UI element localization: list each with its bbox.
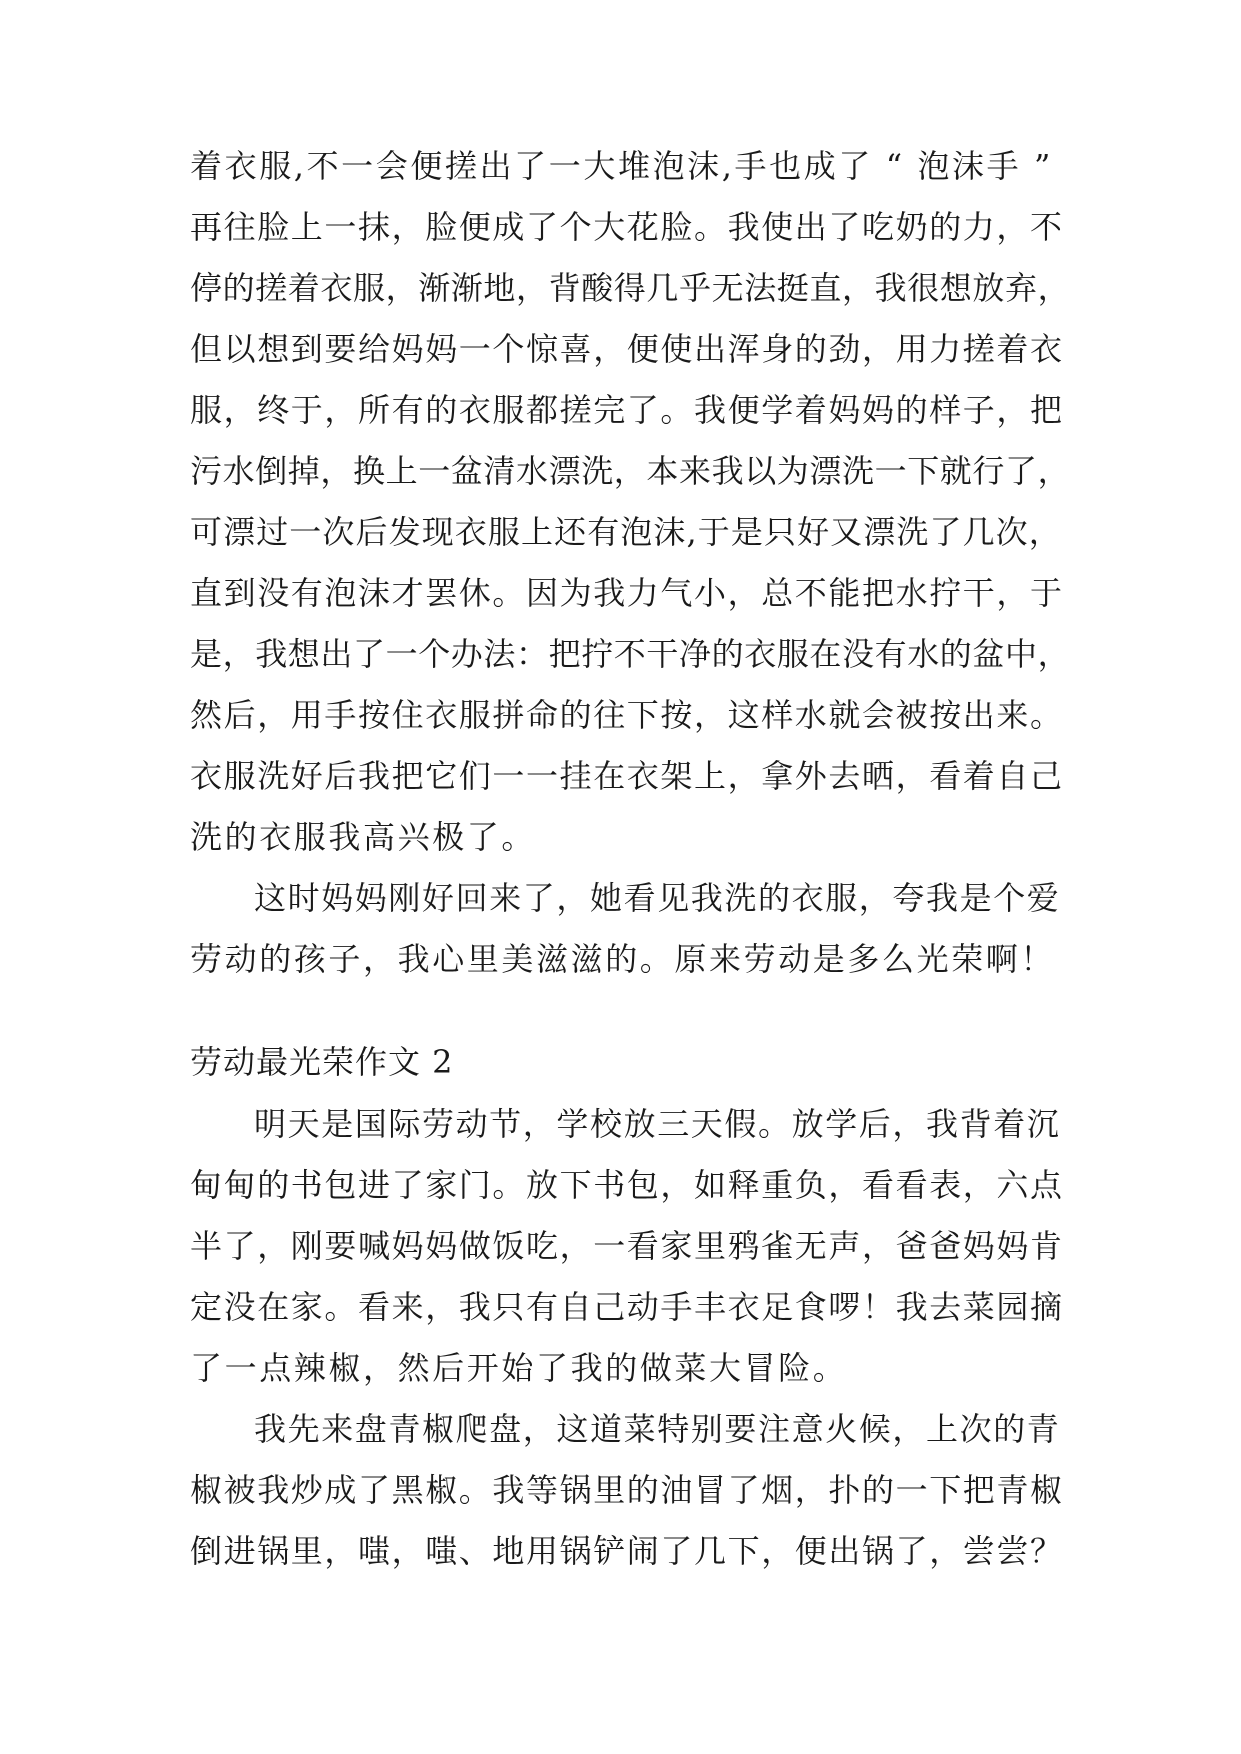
text-line: 着衣服,不一会便搓出了一大堆泡沫,手也成了 “ 泡沫手 ” [190, 147, 1053, 185]
text-line: 甸甸的书包进了家门。放下书包，如释重负，看看表，六点 [190, 1166, 1064, 1204]
text-line: 衣服洗好后我把它们一一挂在衣架上，拿外去晒，看着自己 [190, 757, 1064, 795]
text-line: 但以想到要给妈妈一个惊喜，便使出浑身的劲，用力搓着衣 [190, 330, 1064, 368]
text-line: 停的搓着衣服，渐渐地，背酸得几乎无法挺直，我很想放弃， [190, 269, 1071, 307]
paragraph-first-line: 我先来盘青椒爬盘，这道菜特别要注意火候，上次的青 [254, 1410, 1061, 1448]
text-line: 椒被我炒成了黑椒。我等锅里的油冒了烟，扑的一下把青椒 [190, 1471, 1064, 1509]
text-line: 半了，刚要喊妈妈做饭吃，一看家里鸦雀无声，爸爸妈妈肯 [190, 1227, 1064, 1265]
text-line: 然后，用手按住衣服拼命的往下按，这样水就会被按出来。 [190, 696, 1064, 734]
text-line: 再往脸上一抹，脸便成了个大花脸。我使出了吃奶的力，不 [190, 208, 1064, 246]
text-line: 是，我想出了一个办法：把拧不干净的衣服在没有水的盆中， [190, 635, 1071, 673]
text-line: 洗的衣服我高兴极了。 [190, 818, 537, 856]
text-line: 劳动的孩子，我心里美滋滋的。原来劳动是多么光荣啊！ [190, 940, 1056, 978]
paragraph-first-line: 明天是国际劳动节，学校放三天假。放学后，我背着沉 [254, 1105, 1061, 1143]
text-line: 了一点辣椒，然后开始了我的做菜大冒险。 [190, 1349, 848, 1387]
text-line: 可漂过一次后发现衣服上还有泡沫,于是只好又漂洗了几次， [190, 513, 1062, 551]
text-line: 污水倒掉，换上一盆清水漂洗，本来我以为漂洗一下就行了， [190, 452, 1071, 490]
text-line: 服，终于，所有的衣服都搓完了。我便学着妈妈的样子，把 [190, 391, 1064, 429]
section-heading: 劳动最光荣作文 2 [190, 1043, 454, 1081]
text-line: 直到没有泡沫才罢休。因为我力气小，总不能把水拧干，于 [190, 574, 1064, 612]
text-line: 定没在家。看来，我只有自己动手丰衣足食啰！我去菜园摘 [190, 1288, 1064, 1326]
text-line: 倒进锅里，嗤，嗤、地用锅铲闹了几下，便出锅了，尝尝？ [190, 1532, 1064, 1570]
paragraph-first-line: 这时妈妈刚好回来了，她看见我洗的衣服，夸我是个爱 [254, 879, 1061, 917]
